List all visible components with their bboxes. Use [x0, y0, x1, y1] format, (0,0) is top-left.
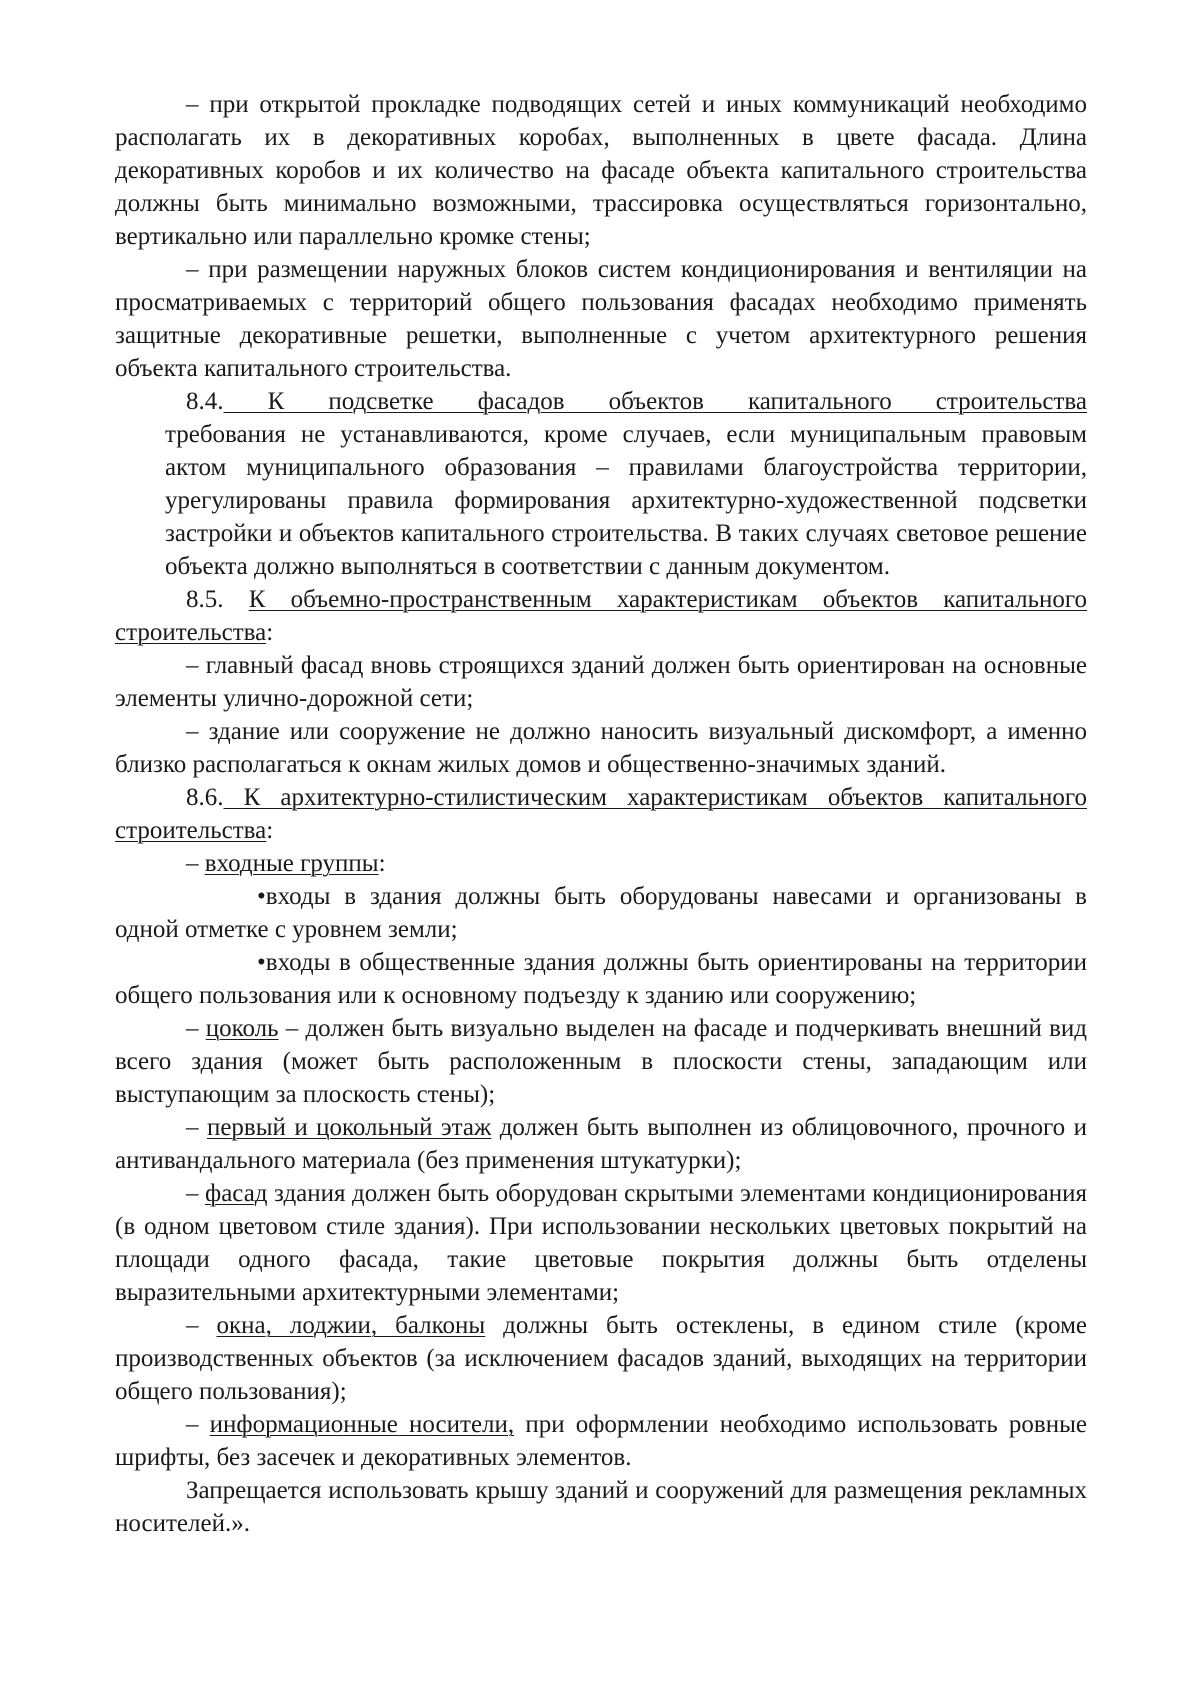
paragraph-lighting-requirements — [115, 418, 1087, 583]
item-text: должен быть выполнен из облицовочного, прочного и антивандального материала (без применения штукатурки); — [115, 1114, 1087, 1174]
list-item-windows — [115, 1309, 1087, 1408]
section-number: 8.5. — [186, 586, 249, 613]
list-item-plinth — [115, 1012, 1087, 1111]
dash-marker: – — [186, 1114, 207, 1141]
bullet-item-canopies — [115, 880, 1087, 946]
dash-marker: – — [186, 1180, 206, 1207]
item-text: здания должен быть оборудован скрытыми элементами кондиционирования (в одном цветовом стиле здания). При использовании нескольких цветовых покрытий на площади одного фасада, такие цветовые покрытия должны быть отделены выразительными архитектурными элементами; — [115, 1180, 1087, 1306]
bullet-item-public-buildings — [115, 946, 1087, 1012]
term-windows: окна, лоджии, балконы — [216, 1312, 486, 1339]
heading-colon: : — [266, 619, 274, 646]
paragraph-visual-discomfort: – здание или сооружение не должно наносить визуальный дискомфорт, а именно близко располагаться к окнам жилых домов и общественно-значимых зданий. — [115, 718, 1087, 778]
section-8-5-heading — [115, 583, 1087, 649]
item-text: при оформлении необходимо использовать ровные шрифты, без засечек и декоративных элементов. — [115, 1411, 1087, 1471]
section-number: 8.6. — [186, 784, 224, 811]
heading-colon: : — [266, 817, 274, 844]
section-number: 8.4. — [186, 388, 224, 415]
section-8-4-heading — [115, 385, 1087, 418]
list-item-information-carriers — [115, 1408, 1087, 1474]
list-item-entrance-groups — [115, 847, 1087, 880]
bullet-text: входы в общественные здания должны быть ориентированы на территории общего пользования или к основному подъезду к зданию или сооружению; — [115, 949, 1087, 1009]
section-heading: К объемно-пространственным характеристикам объектов капитального строительства — [115, 586, 1088, 646]
term-information-carriers: информационные носители, — [209, 1411, 515, 1438]
bullet-text: входы в здания должны быть оборудованы навесами и организованы в одной отметке с уровнем земли; — [115, 883, 1087, 943]
section-heading: К архитектурно-стилистическим характеристикам объектов капитального строительства — [115, 784, 1087, 844]
dash-marker: – — [186, 1312, 217, 1339]
paragraph-main-facade: – главный фасад вновь строящихся зданий должен быть ориентирован на основные элементы улично-дорожной сети; — [115, 652, 1087, 712]
dash-marker: – — [186, 850, 205, 877]
item-text: должны быть остеклены, в едином стиле (кроме производственных объектов (за исключением фасадов зданий, выходящих на территории общего пользования); — [115, 1312, 1087, 1405]
bullet-icon: • — [257, 949, 266, 976]
bullet-icon: • — [257, 883, 266, 910]
item-text: – должен быть визуально выделен на фасаде и подчеркивать внешний вид всего здания (может быть расположенным в плоскости стены, западающим или выступающим за плоскость стены); — [115, 1015, 1087, 1108]
paragraph-text: требования не устанавливаются, кроме случаев, если муниципальным правовым актом муниципального образования – правилами благоустройства территории, урегулированы правила формирования архитектурно-художественной подсветки застройки и объектов капитального строительства. В таких случаях световое решение объекта должно выполняться в соответствии с данным документом. — [165, 421, 1087, 580]
term-entrance-groups: входные группы — [204, 850, 379, 877]
dash-marker: – — [186, 1411, 210, 1438]
term-first-floor: первый и цокольный этаж — [206, 1114, 492, 1141]
section-8-6-heading — [115, 781, 1087, 847]
section-heading: К подсветке фасадов объектов капитального строительства — [223, 388, 1087, 415]
list-item-facade — [115, 1177, 1087, 1309]
term-colon: : — [378, 850, 386, 877]
dash-marker: – — [186, 1015, 206, 1042]
paragraph-ventilation-units: – при размещении наружных блоков систем кондиционирования и вентиляции на просматриваемых с территорий общего пользования фасадах необходимо применять защитные декоративные решетки, выполненные с учетом архитектурного решения объекта капитального строительства. — [115, 256, 1087, 382]
paragraph-utility-networks: – при открытой прокладке подводящих сетей и иных коммуникаций необходимо располагать их в декоративных коробах, выполненных в цвете фасада. Длина декоративных коробов и их количество на фасаде объекта капитального строительства должны быть минимально возможными, трассировка осуществляться горизонтально, вертикально или параллельно кромке стены; — [115, 91, 1087, 250]
term-facade: фасад — [205, 1180, 268, 1207]
term-plinth: цоколь — [205, 1015, 279, 1042]
list-item-first-floor — [115, 1111, 1087, 1177]
paragraph-roof-advertising: Запрещается использовать крышу зданий и сооружений для размещения рекламных носителей.». — [115, 1477, 1087, 1537]
